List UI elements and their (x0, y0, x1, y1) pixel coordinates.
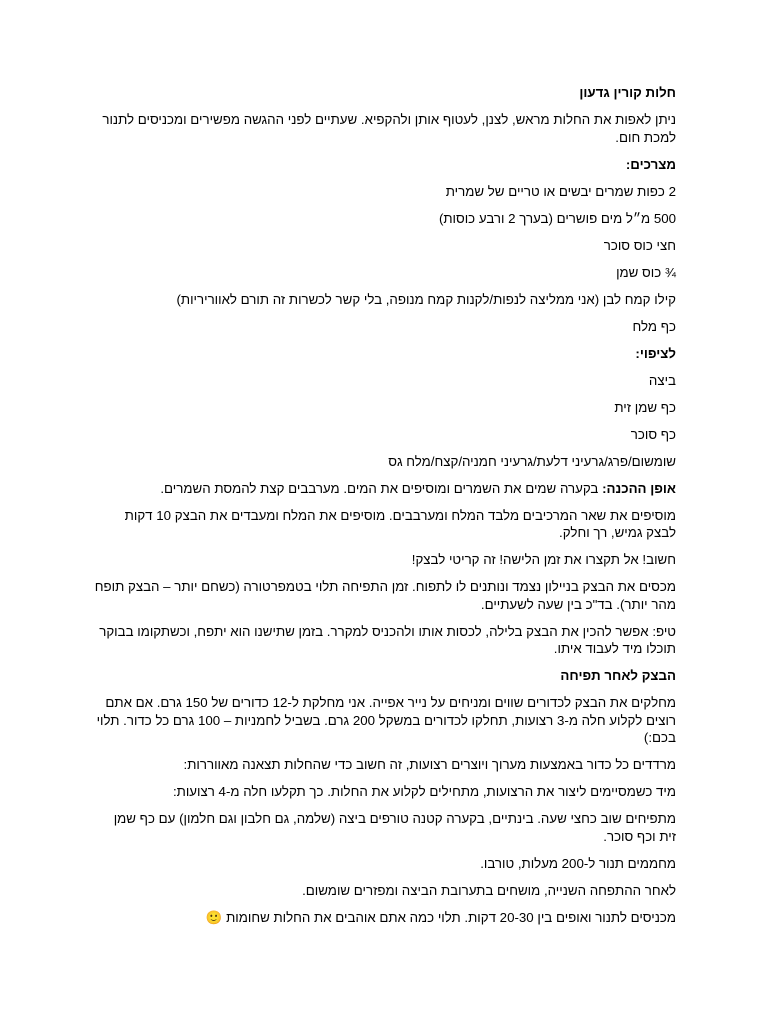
method-step: מחממים תנור ל-200 מעלות, טורבו. (480, 855, 676, 871)
method-step: חשוב! אל תקצרו את זמן הלישה! זה קריטי לבצק! (411, 552, 676, 567)
method-step: מחלקים את הבצק לכדורים שווים ומניחים על נייר אפייה. אני מחלקת ל-12 כדורים של 150 גרם. אם אתם רוצים לקלוע חלה מ-3 רצועות, תחלקו לכדורים במשקל 200 גרם. בשביל לחמניות – 100 גרם כל כדור. תלוי בכם:) (96, 695, 676, 745)
method-step: מתפיחים שוב כחצי שעה. בינתיים, בקערה קטנה טורפים ביצה (שלמה, גם חלבון וגם חלמון) עם כף שמן זית וכף סוכר. (113, 811, 676, 844)
method-step: מרדדים כל כדור באמצעות מערוך ויוצרים רצועות, זה חשוב כדי שהחלות תצאנה מאווררות: (183, 757, 676, 772)
ingredient-item: קילו קמח לבן (אני ממליצה לנפות/לקנות קמח מנופה, בלי קשר לכשרות זה תורם לאווריריות) (176, 291, 676, 307)
method-paragraph (94, 480, 676, 498)
topping-item: ביצה (648, 372, 676, 388)
ingredients-heading: מצרכים: (625, 156, 676, 172)
topping-item: כף שמן זית (614, 399, 676, 415)
topping-item: שומשום/פרג/גרעיני דלעת/גרעיני חמניה/קצח/מלח גס (388, 453, 676, 469)
topping-item: כף סוכר (630, 426, 676, 442)
ingredient-item: 500 מ״ל מים פושרים (בערך 2 ורבע כוסות) (438, 210, 676, 226)
ingredient-item: 2 כפות שמרים יבשים או טריים של שמרית (445, 183, 676, 199)
method-step: מכסים את הבצק בניילון נצמד ונותנים לו לתפוח. זמן התפיחה תלוי בטמפרטורה (כשחם יותר – הבצק תופח מהר יותר). בד"כ בין שעה לשעתיים. (94, 579, 676, 612)
intro-paragraph: ניתן לאפות את החלות מראש, לצנן, לעטוף אותן ולהקפיא. שעתיים לפני ההגשה מפשירים ומכניסים לתנור למכת חום. (102, 112, 676, 145)
recipe-document (94, 84, 676, 936)
topping-heading: לציפוי: (635, 345, 676, 361)
method-first-step: בקערה שמים את השמרים ומוסיפים את המים. מערבבים קצת להמסת השמרים. (160, 480, 603, 496)
ingredient-item: ¾ כוס שמן (616, 264, 676, 280)
method-step: מכניסים לתנור ואופים בין 20-30 דקות. תלוי כמה אתם אוהבים את החלות שחומות 🙂 (205, 909, 676, 925)
method-tip: טיפ: אפשר להכין את הבצק בלילה, לכסות אותו ולהכניס למקרר. בזמן שתישנו הוא יתפח, וכשתקומו בבוקר תוכלו מיד לעבוד איתו. (99, 623, 676, 656)
after-rise-heading: הבצק לאחר תפיחה (560, 668, 676, 683)
recipe-title: חלות קורין גדעון (579, 85, 676, 100)
method-step: מוסיפים את שאר המרכיבים מלבד המלח ומערבבים. מוסיפים את המלח ומעבדים את הבצק 10 דקות לבצק גמיש, רך וחלק. (124, 507, 676, 540)
method-step: לאחר ההתפחה השנייה, מושחים בתערובת הביצה ומפזרים שומשום. (302, 882, 676, 898)
method-step: מיד כשמסיימים ליצור את הרצועות, מתחילים לקלוע את החלות. כך תקלעו חלה מ-4 רצועות: (172, 784, 676, 799)
method-label: אופן ההכנה: (602, 480, 676, 496)
ingredient-item: חצי כוס סוכר (603, 237, 676, 253)
ingredient-item: כף מלח (632, 318, 676, 334)
